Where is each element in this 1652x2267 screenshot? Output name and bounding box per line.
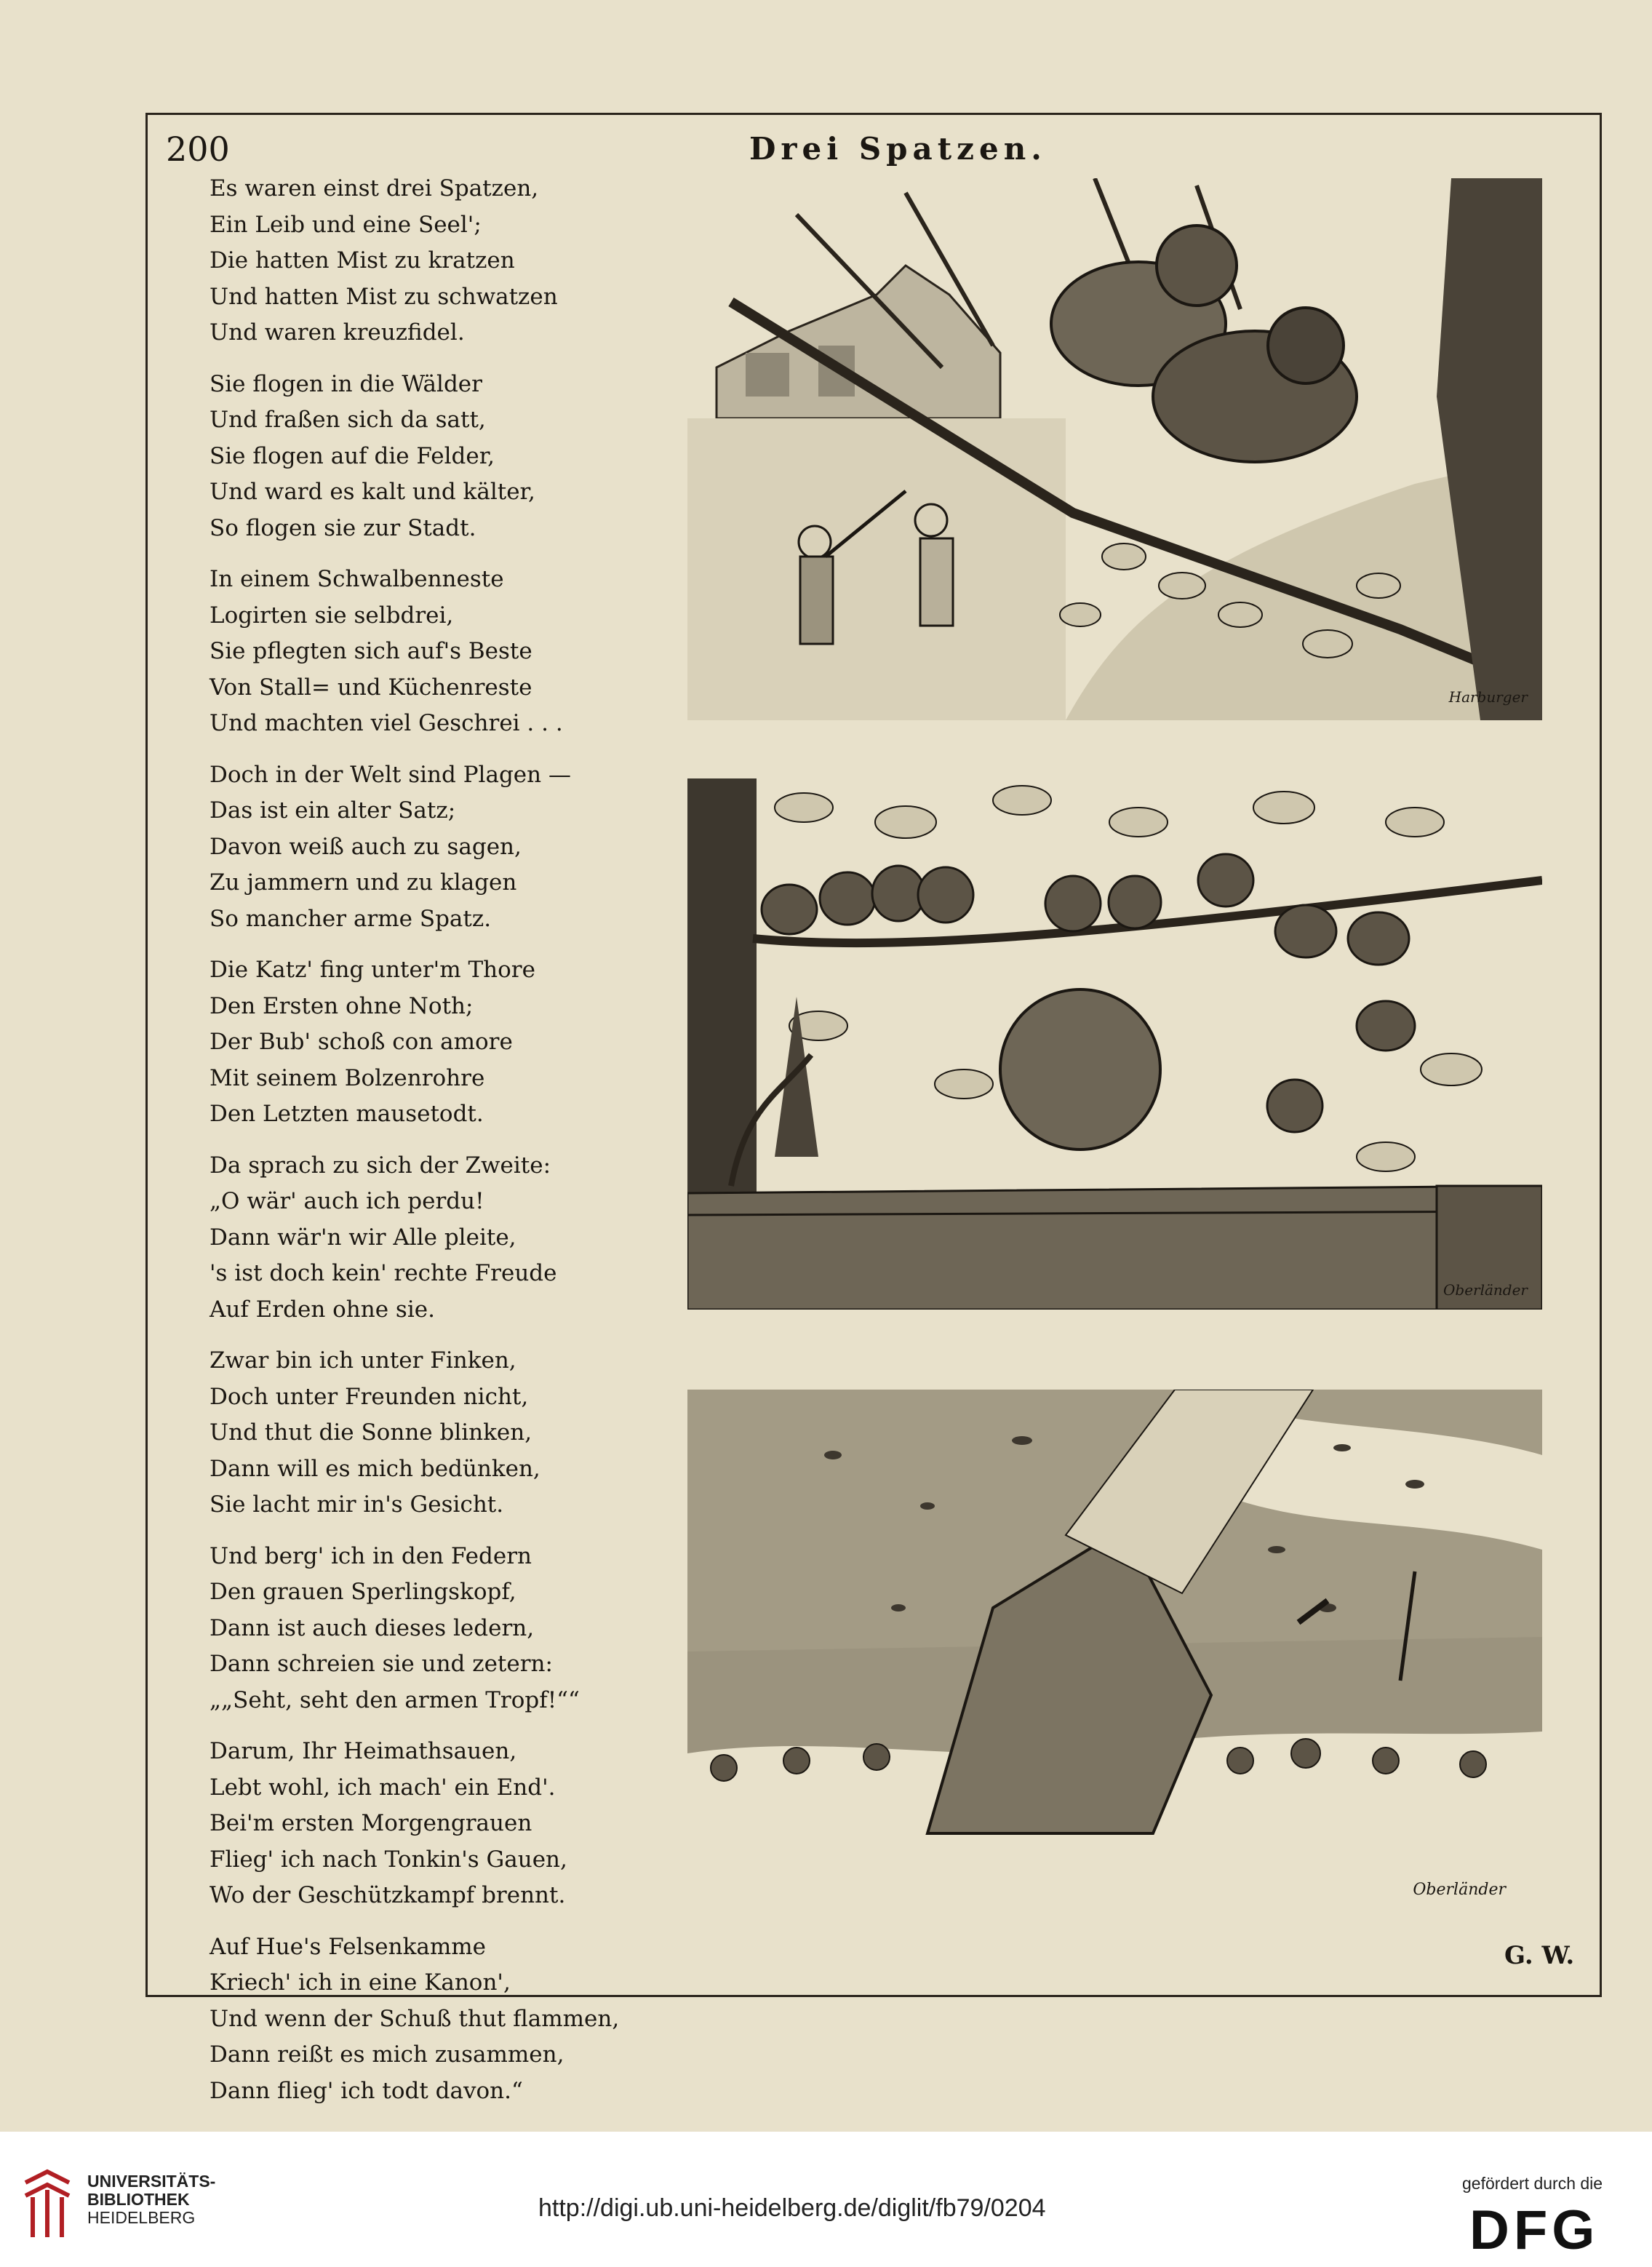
poem-line: Und ward es kalt und kälter, xyxy=(210,479,535,505)
poem-line: Es waren einst drei Spatzen, xyxy=(210,175,539,202)
poem-line: Der Bub' schoß con amore xyxy=(210,1029,513,1055)
poem-stanza xyxy=(210,1734,617,1914)
poem-line: Davon weiß auch zu sagen, xyxy=(210,833,522,860)
poem-line: Kriech' ich in eine Kanon', xyxy=(210,1969,511,1996)
poem-line: Und machten viel Geschrei . . . xyxy=(210,710,563,736)
poem-line: 's ist doch kein' rechte Freude xyxy=(210,1260,557,1286)
poem-line: Den grauen Sperlingskopf, xyxy=(210,1579,516,1605)
poem-line: Dann ist auch dieses ledern, xyxy=(210,1614,535,1641)
poem-line: Und hatten Mist zu schwatzen xyxy=(210,283,558,310)
poem-line: Die hatten Mist zu kratzen xyxy=(210,247,515,274)
poem-line: Dann will es mich bedünken, xyxy=(210,1455,540,1482)
poem-line: Den Letzten mausetodt. xyxy=(210,1101,484,1127)
poem-line: Dann schreien sie und zetern: xyxy=(210,1651,553,1677)
poem-stanza xyxy=(210,367,617,547)
poem-line: Da sprach zu sich der Zweite: xyxy=(210,1152,551,1179)
poem-stanza xyxy=(210,952,617,1133)
illustration-sparrows-on-fence xyxy=(687,778,1542,1310)
page-number: 200 xyxy=(166,130,230,169)
poem-line: Ein Leib und eine Seel'; xyxy=(210,211,482,238)
poem-line: Von Stall= und Küchenreste xyxy=(210,674,532,701)
poem-line: Sie lacht mir in's Gesicht. xyxy=(210,1491,504,1518)
poem-line: „„Seht, seht den armen Tropf!““ xyxy=(210,1686,580,1713)
poem-line: Bei'm ersten Morgengrauen xyxy=(210,1810,532,1836)
poem-line: Und fraßen sich da satt, xyxy=(210,407,486,433)
page-title: Drei Spatzen. xyxy=(749,131,1047,167)
poem-line: Auf Erden ohne sie. xyxy=(210,1296,435,1323)
poem-line: Zu jammern und zu klagen xyxy=(210,869,517,896)
illustration-birds-on-branch xyxy=(687,178,1542,720)
poem-line: Und thut die Sonne blinken, xyxy=(210,1419,532,1446)
poem-line: In einem Schwalbenneste xyxy=(210,566,504,592)
poem-line: „O wär' auch ich perdu! xyxy=(210,1188,484,1214)
poem-line: Dann reißt es mich zusammen, xyxy=(210,2041,564,2068)
poem-stanza xyxy=(210,1539,617,1719)
illustration-cannon-shot xyxy=(687,1390,1542,1943)
poem-line: Doch in der Welt sind Plagen — xyxy=(210,761,571,788)
poem-line: Auf Hue's Felsenkamme xyxy=(210,1933,487,1960)
poem-stanza xyxy=(210,1343,617,1523)
poem-line: Doch unter Freunden nicht, xyxy=(210,1383,529,1410)
library-logo-icon xyxy=(15,2168,80,2241)
poem-line: So flogen sie zur Stadt. xyxy=(210,514,476,541)
poem-stanza xyxy=(210,757,617,938)
poem-line: So mancher arme Spatz. xyxy=(210,905,492,932)
poem-line: Und waren kreuzfidel. xyxy=(210,319,465,346)
poem-line: Die Katz' fing unter'm Thore xyxy=(210,957,535,983)
poem-stanza xyxy=(210,171,617,351)
poem-line: Sie flogen auf die Felder, xyxy=(210,442,495,469)
poem-line: Mit seinem Bolzenrohre xyxy=(210,1064,485,1091)
dfg-logo: DFG xyxy=(1469,2199,1600,2261)
library-name: UNIVERSITÄTS- BIBLIOTHEK HEIDELBERG xyxy=(87,2172,216,2227)
poem-line: Den Ersten ohne Noth; xyxy=(210,992,474,1019)
poem-line: Flieg' ich nach Tonkin's Gauen, xyxy=(210,1846,567,1873)
illustration-signature: Harburger xyxy=(1448,688,1528,706)
poem-stanza xyxy=(210,1148,617,1328)
poem-line: Dann flieg' ich todt davon.“ xyxy=(210,2077,523,2104)
illustration-signature: Oberländer xyxy=(1413,1881,1506,1899)
poem-line: Und wenn der Schuß thut flammen, xyxy=(210,2005,620,2032)
poem-line: Sie pflegten sich auf's Beste xyxy=(210,638,532,664)
poem-stanza xyxy=(210,562,617,742)
permalink-url[interactable]: http://digi.ub.uni-heidelberg.de/diglit/fb79/0204 xyxy=(538,2194,1046,2222)
poem-line: Dann wär'n wir Alle pleite, xyxy=(210,1224,516,1251)
poem-line: Wo der Geschützkampf brennt. xyxy=(210,1882,566,1908)
poem xyxy=(210,171,620,2124)
poem-line: Logirten sie selbdrei, xyxy=(210,602,454,629)
author-signature: G. W. xyxy=(1504,1941,1575,1970)
poem-stanza xyxy=(210,1929,620,2110)
poem-line: Zwar bin ich unter Finken, xyxy=(210,1347,516,1374)
funding-note: gefördert durch die xyxy=(1462,2174,1603,2193)
poem-line: Das ist ein alter Satz; xyxy=(210,797,456,824)
viewer-footer xyxy=(0,2132,1652,2267)
poem-line: Darum, Ihr Heimathsauen, xyxy=(210,1738,517,1764)
poem-line: Sie flogen in die Wälder xyxy=(210,370,482,397)
illustration-signature: Oberländer xyxy=(1443,1281,1528,1299)
poem-line: Lebt wohl, ich mach' ein End'. xyxy=(210,1774,556,1801)
poem-line: Und berg' ich in den Federn xyxy=(210,1542,532,1569)
